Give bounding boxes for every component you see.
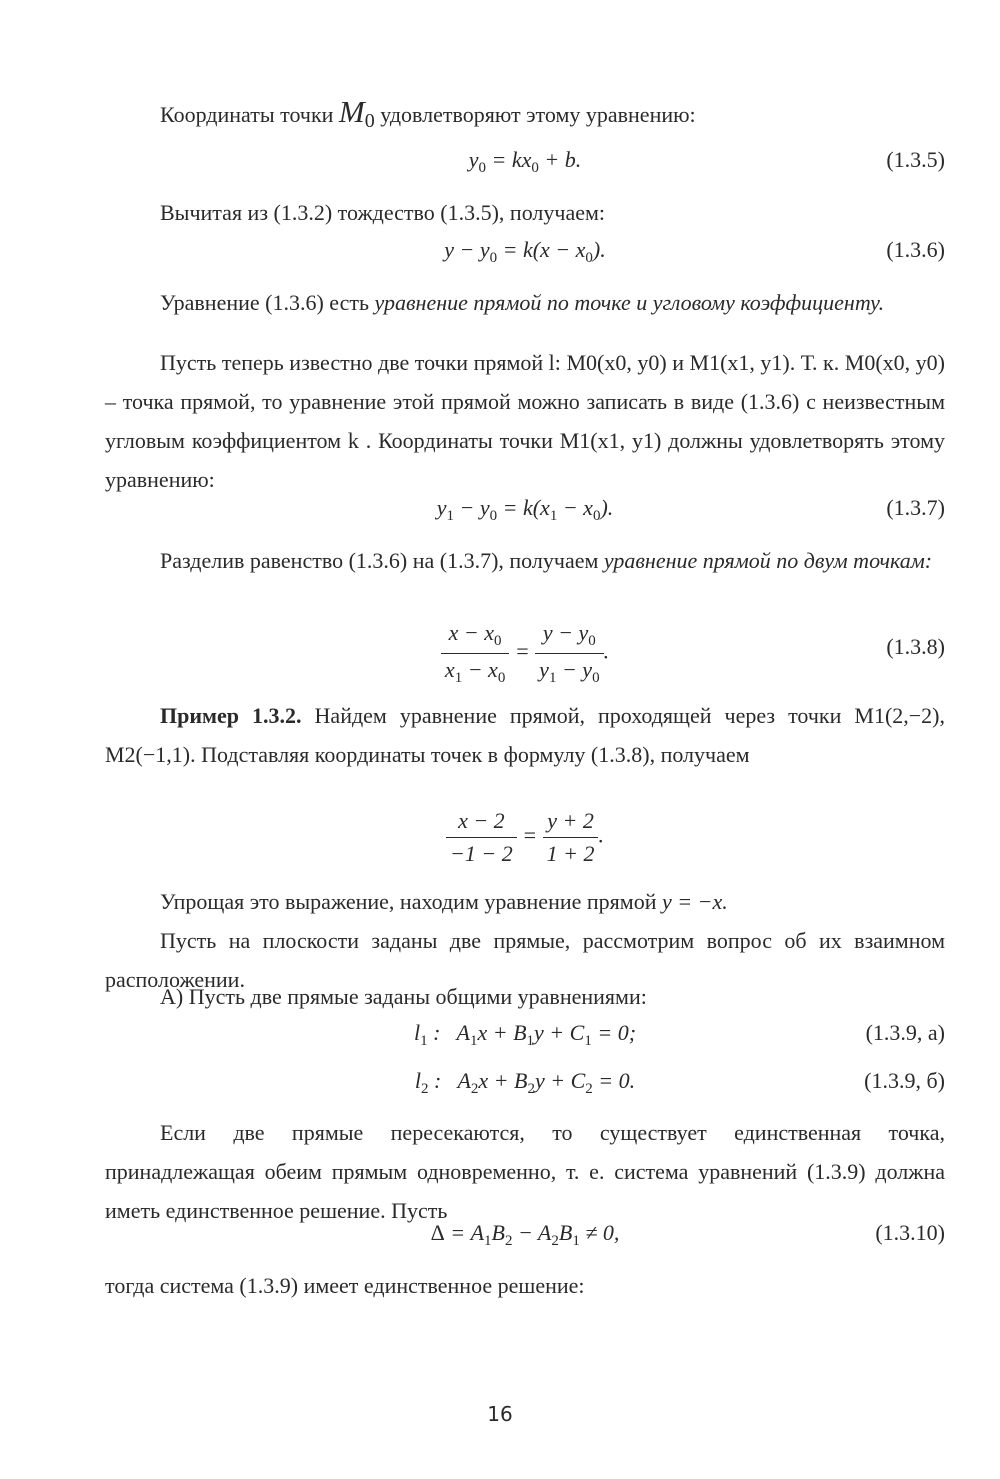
equation-1-3-10: $\Delta = A_1B_2 - A_2B_1 \ne 0$, (1.3.10): [430, 1220, 945, 1249]
paragraph-5: Разделив равенство (1.3.6) на (1.3.7), получаем уравнение прямой по двум точкам:: [160, 548, 933, 573]
equation-1-3-9-b: $l_2$ : $A_2x + B_2y + C_2 = 0$. (1.3.9, б): [414, 1068, 945, 1097]
paragraph-2: Вычитая из (1.3.2) тождество (1.3.5), получаем:: [160, 200, 606, 225]
equation-1-3-7: $y_1 - y_0 = k(x_1 - x_0)$. (1.3.7): [436, 495, 945, 524]
paragraph-7: Упрощая это выражение, находим уравнение прямой y = −x.: [160, 889, 728, 914]
fraction-left: $\frac{x - x_0}{x_1 - x_0}$: [441, 620, 509, 687]
equation-number: (1.3.6): [886, 237, 945, 262]
fraction-right: $\frac{y - y_0}{y_1 - y_0}$: [535, 620, 603, 687]
page-number: 16: [487, 1402, 513, 1426]
symbol-m0: $M_0$: [338, 94, 375, 132]
equation-number: (1.3.7): [886, 495, 945, 520]
equation-number: (1.3.10): [875, 1220, 945, 1245]
equation-1-3-5: $y_0 = kx_0 + b$. (1.3.5): [468, 147, 945, 176]
paragraph-8: Пусть на плоскости заданы две прямые, рассмотрим вопрос об их взаимном расположении.: [105, 928, 945, 992]
equation-number: (1.3.8): [886, 634, 945, 659]
paragraph-10: Если две прямые пересекаются, то существует единственная точка, принадлежащая обеим прямым одновременно, т. е. система уравнений (1.3.9) должна иметь единственное решение. Пусть: [105, 1120, 945, 1223]
equation-number: (1.3.9, б): [864, 1068, 945, 1093]
example-1-3-2: Пример 1.3.2. Найдем уравнение прямой, проходящей через точки M1(2,−2), M2(−1,1). Подставляя координаты точек в формулу (1.3.8), получаем: [105, 703, 946, 767]
equation-1-3-8: $\frac{x - x_0}{x_1 - x_0}$ = $\frac{y - y_0}{y_1 - y_0}$ . (1.3.8): [105, 620, 945, 682]
equation-1-3-6: $y - y_0 = k(x - x_0)$. (1.3.6): [444, 237, 945, 266]
paragraph-4: Пусть теперь известно две точки прямой l: M0(x0, y0) и M1(x1, y1). Т. к. M0(x0, y0) – точка прямой, то уравнение этой прямой можно записать в виде (1.3.6) с неизвестным угловым коэффициентом k . Координаты точки M1(x1, y1) должны удовлетворять этому уравнению:: [105, 350, 945, 492]
equation-number: (1.3.9, а): [865, 1020, 945, 1045]
paragraph-9: А) Пусть две прямые заданы общими уравнениями:: [160, 984, 647, 1009]
example-equation: $\frac{x - 2}{-1 - 2}$ = $\frac{y + 2}{1 + 2}$ .: [105, 808, 945, 870]
paragraph-3: Уравнение (1.3.6) есть уравнение прямой по точке и угловому коэффициенту.: [160, 290, 885, 315]
paragraph-1: Координаты точки $M_0$ удовлетворяют этому уравнению:: [160, 94, 696, 132]
equation-number: (1.3.5): [886, 147, 945, 172]
fraction-left: $\frac{x - 2}{-1 - 2}$: [446, 808, 517, 867]
paragraph-11: тогда система (1.3.9) имеет единственное решение:: [105, 1273, 585, 1298]
equation-1-3-9-a: $l_1$ : $A_1x + B_1y + C_1 = 0$; (1.3.9, а): [413, 1020, 945, 1049]
fraction-right: $\frac{y + 2}{1 + 2}$: [543, 808, 599, 867]
